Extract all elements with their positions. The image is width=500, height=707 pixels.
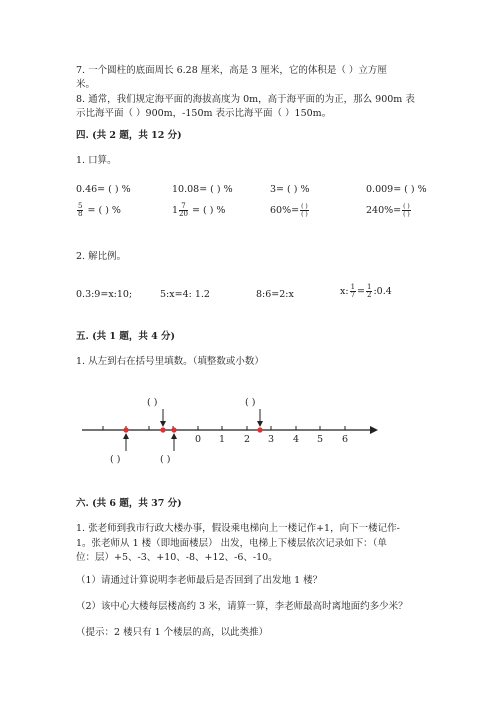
tick-label-2: 2 [244,434,251,445]
calc-6: 1 $\frac{7}{20}$ = ( ) % [172,202,226,218]
calc-2: 10.08= ( ) % [172,184,233,195]
section5-title: 五. (共 1 题，共 4 分) [76,331,176,342]
blank-top-2: ( ) [245,397,256,408]
q7-line1: 7. 一个圆柱的底面周长 6.28 厘米，高是 3 厘米，它的体积是（ ）立方厘 [76,65,387,76]
tick-label-0: 0 [195,434,202,445]
blank-bottom-2: ( ) [160,454,171,465]
fraction: $\frac{( )}{( )}$ [301,203,308,218]
section6-sub2: （2）该中心大楼每层楼高约 3 米，请算一算，李老师最高时离地面约多少米？ [76,601,408,612]
section6-q1-line2: 1。张老师从 1 楼（即地面楼层） 出发，电梯上下楼层依次记录如下：（单 [76,538,387,549]
section4-q2-title: 2. 解比例。 [76,251,127,262]
point-a [123,427,128,432]
proportion-1: 0.3:9=x:10; [76,289,133,300]
section5-q1-title: 1. 从左到右在括号里填数。（填整数或小数） [76,356,264,367]
section6-sub1: （1）请通过计算说明李老师最后是否回到了出发地 1 楼？ [76,575,323,586]
fraction: $\frac{1}{2}$ [367,283,372,299]
proportion-4: x: $\frac{1}{7}$ = $\frac{1}{2}$ :0.4 [340,283,392,299]
q8-line1: 8. 通常，我们规定海平面的海拔高度为 0m，高于海平面的为正，那么 900m 表 [76,94,415,105]
calc-8: 240%= $\frac{( )}{( )}$ [366,203,410,218]
section6-q1-line1: 1. 张老师到我市行政大楼办事，假设乘电梯向上一楼记作+1，向下一楼记作- [76,523,400,534]
axis-arrow [370,426,378,434]
calc-4: 0.009= ( ) % [366,184,427,195]
tick-label-5: 5 [317,434,324,445]
fraction: $\frac{7}{20}$ [179,202,188,218]
calc-1: 0.46= ( ) % [76,184,131,195]
tick-label-1: 1 [219,434,226,445]
section4-q1-title: 1. 口算。 [76,155,117,166]
point-c [171,427,176,432]
point-b [160,427,165,432]
q7-line2: 米。 [76,79,96,90]
section4-title: 四. (共 2 题，共 12 分) [76,130,182,141]
proportion-2: 5:x=4: 1.2 [160,289,210,300]
fraction: $\frac{1}{7}$ [350,283,356,299]
proportion-3: 8:6=2:x [256,289,294,300]
q8-line2: 示比海平面（ ）900m，-150m 表示比海平面（ ）150m。 [76,108,332,119]
tick-label-6: 6 [342,434,349,445]
tick-label-3: 3 [268,434,275,445]
section6-title: 六. (共 6 题，共 37 分) [76,498,182,509]
fraction: $\frac{( )}{( )}$ [403,203,410,218]
blank-top-1: ( ) [147,397,158,408]
tick-label-4: 4 [293,434,300,445]
calc-5: $\frac{5}{8}$ = ( ) % [78,202,121,218]
section6-hint: （提示：2 楼只有 1 个楼层的高，以此类推） [76,627,269,638]
section6-q1-line3: 位：层）+5、-3、+10、-8、+12、-6、-10。 [76,552,278,563]
point-d [257,427,262,432]
calc-3: 3= ( ) % [270,184,310,195]
blank-bottom-1: ( ) [110,454,121,465]
calc-7: 60%= $\frac{( )}{( )}$ [270,203,308,218]
fraction: $\frac{5}{8}$ [78,202,83,218]
